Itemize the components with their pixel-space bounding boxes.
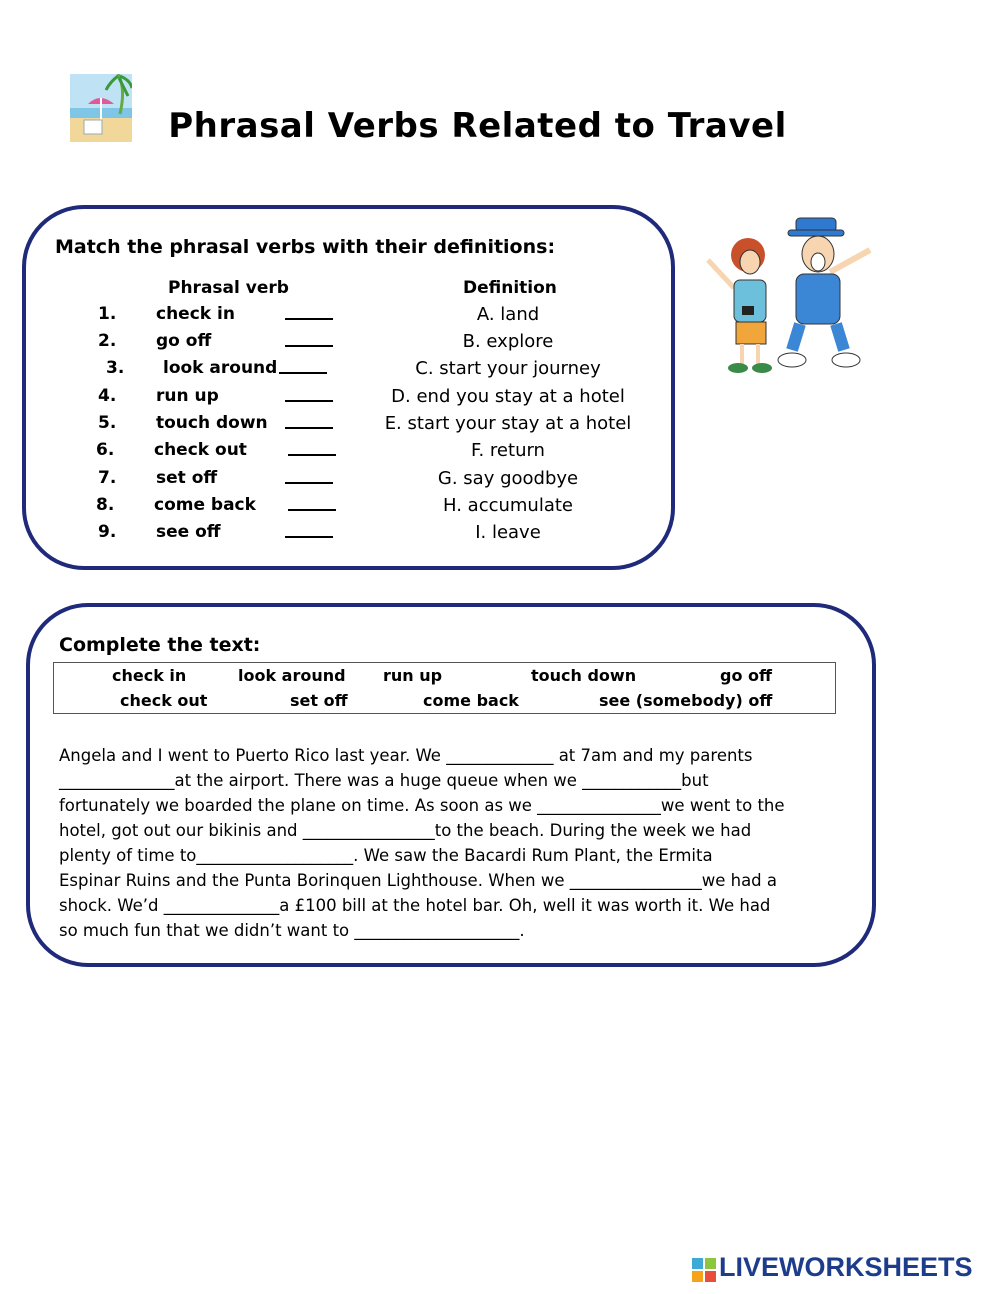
row-number: 8.	[96, 495, 115, 515]
row-number: 4.	[98, 386, 117, 406]
answer-blank[interactable]	[285, 400, 333, 402]
row-number: 2.	[98, 331, 117, 351]
answer-blank[interactable]	[288, 454, 336, 456]
match-row	[0, 358, 660, 385]
phrasal-verb: see off	[156, 522, 221, 542]
word-bank-item: look around	[238, 666, 346, 685]
definition: B. explore	[462, 331, 554, 352]
story-line: Espinar Ruins and the Punta Borinquen Lighthouse. When we ________________we had a	[59, 871, 778, 890]
definition: D. end you stay at a hotel	[391, 386, 625, 407]
match-row	[0, 495, 660, 522]
definition: G. say goodbye	[437, 468, 579, 489]
match-row	[0, 331, 660, 358]
row-number: 5.	[98, 413, 117, 433]
answer-blank[interactable]	[285, 427, 333, 429]
story-line: plenty of time to___________________. We saw the Bacardi Rum Plant, the Ermita	[59, 846, 713, 865]
story-line: ______________at the airport. There was a huge queue when we ____________but	[59, 771, 709, 790]
story-line: Angela and I went to Puerto Rico last year. We _____________ at 7am and my parents	[59, 746, 753, 765]
phrasal-verb: set off	[156, 468, 218, 488]
match-row	[0, 304, 660, 331]
row-number: 7.	[98, 468, 117, 488]
column-header-verb: Phrasal verb	[168, 278, 289, 298]
word-bank-item: touch down	[531, 666, 637, 685]
word-bank-item: check in	[112, 666, 187, 685]
phrasal-verb: check out	[154, 440, 247, 460]
word-bank-item: set off	[290, 691, 348, 710]
definition: F. return	[471, 440, 545, 461]
page-title: Phrasal Verbs Related to Travel	[168, 106, 787, 146]
row-number: 6.	[96, 440, 115, 460]
row-number: 1.	[98, 304, 117, 324]
phrasal-verb: touch down	[156, 413, 268, 433]
definition: A. land	[476, 304, 540, 325]
match-heading: Match the phrasal verbs with their definitions:	[55, 236, 556, 258]
definition: H. accumulate	[443, 495, 573, 516]
word-bank-item: run up	[383, 666, 443, 685]
story-text	[59, 743, 859, 943]
word-bank-item: see (somebody) off	[599, 691, 773, 710]
word-bank	[53, 662, 836, 714]
answer-blank[interactable]	[285, 482, 333, 484]
liveworksheets-logo-icon	[692, 1258, 716, 1282]
travelers-cartoon-image	[700, 210, 875, 380]
word-bank-item: check out	[120, 691, 208, 710]
complete-heading: Complete the text:	[59, 634, 261, 656]
definition: C. start your journey	[415, 358, 601, 379]
row-number: 9.	[98, 522, 117, 542]
phrasal-verb: come back	[154, 495, 256, 515]
liveworksheets-logo-text: LIVEWORKSHEETS	[719, 1252, 973, 1282]
word-bank-item: come back	[423, 691, 519, 710]
story-line: fortunately we boarded the plane on time. As soon as we _______________we went to the	[59, 796, 785, 815]
phrasal-verb: check in	[156, 304, 235, 324]
column-header-definition: Definition	[463, 278, 557, 298]
story-line: so much fun that we didn’t want to ____________________.	[59, 921, 525, 940]
match-row	[0, 386, 660, 413]
answer-blank[interactable]	[285, 318, 333, 320]
definition: I. leave	[475, 522, 541, 543]
answer-blank[interactable]	[285, 345, 333, 347]
answer-blank[interactable]	[279, 372, 327, 374]
story-line: shock. We’d ______________a £100 bill at the hotel bar. Oh, well it was worth it. We had	[59, 896, 771, 915]
definition: E. start your stay at a hotel	[384, 413, 632, 434]
row-number: 3.	[106, 358, 125, 378]
phrasal-verb: run up	[156, 386, 219, 406]
word-bank-item: go off	[720, 666, 772, 685]
story-line: hotel, got out our bikinis and ________________to the beach. During the week we had	[59, 821, 752, 840]
match-row	[0, 413, 660, 440]
phrasal-verb: go off	[156, 331, 212, 351]
match-row	[0, 522, 660, 549]
answer-blank[interactable]	[288, 509, 336, 511]
match-row	[0, 468, 660, 495]
answer-blank[interactable]	[285, 536, 333, 538]
phrasal-verb: look around	[163, 358, 278, 378]
match-row	[0, 440, 660, 467]
